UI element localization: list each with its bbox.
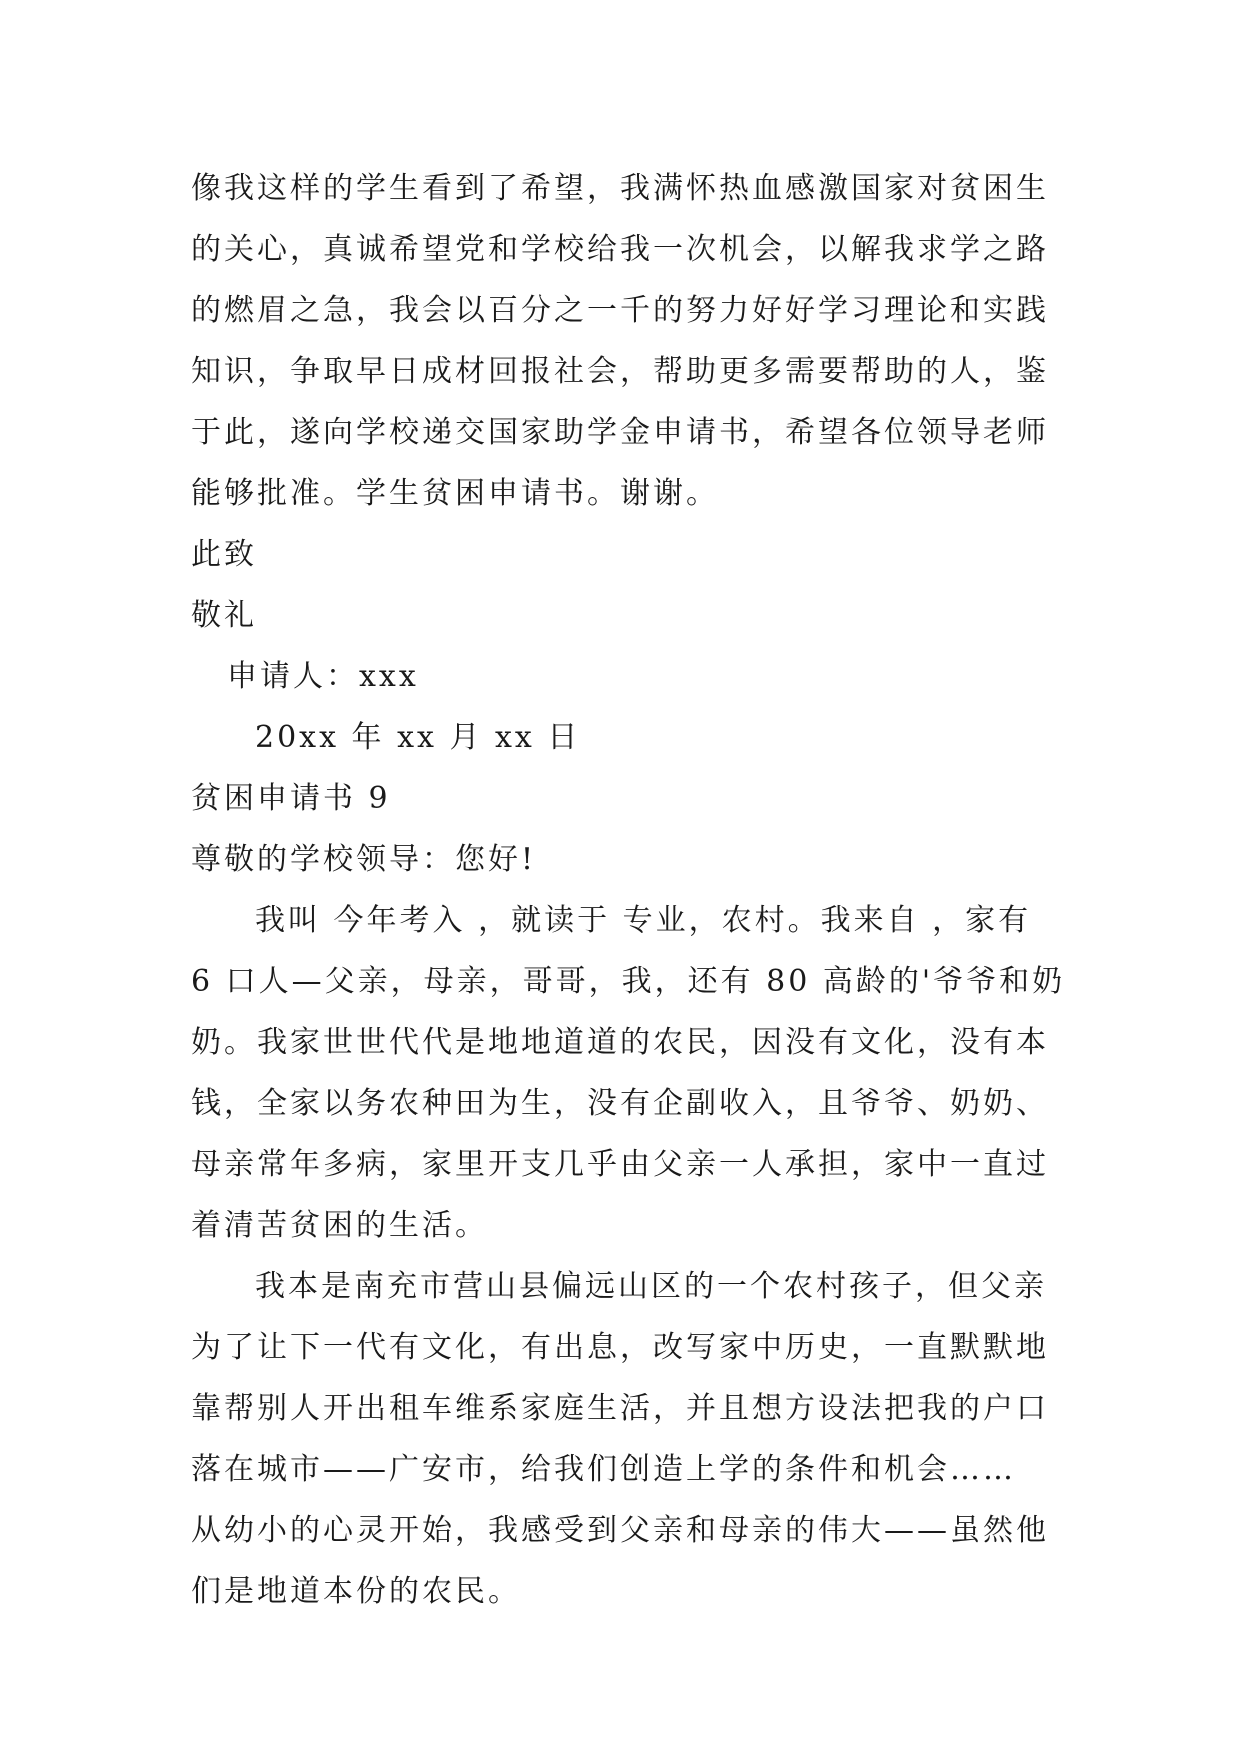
applicant-signature: 申请人：xxx bbox=[227, 659, 419, 694]
text-line: 从幼小的心灵开始，我感受到父亲和母亲的伟大——虽然他 bbox=[191, 1513, 1049, 1548]
text-line: 的关心，真诚希望党和学校给我一次机会，以解我求学之路 bbox=[191, 232, 1049, 267]
application-date: 20xx 年 xx 月 xx 日 bbox=[255, 720, 581, 755]
text-line: 们是地道本份的农民。 bbox=[191, 1574, 521, 1609]
text-line: 于此，遂向学校递交国家助学金申请书，希望各位领导老师 bbox=[191, 415, 1049, 450]
text-line: 奶。我家世世代代是地地道道的农民，因没有文化，没有本 bbox=[191, 1025, 1049, 1060]
text-line: 像我这样的学生看到了希望，我满怀热血感激国家对贫困生 bbox=[191, 171, 1049, 206]
text-line: 靠帮别人开出租车维系家庭生活，并且想方设法把我的户口 bbox=[191, 1391, 1049, 1426]
closing-ci-zhi: 此致 bbox=[191, 537, 257, 572]
section-heading: 贫困申请书 9 bbox=[191, 781, 391, 816]
paragraph-request-continuation bbox=[191, 158, 1051, 524]
text-line: 知识，争取早日成材回报社会，帮助更多需要帮助的人，鉴 bbox=[191, 354, 1049, 389]
text-line: 我本是南充市营山县偏远山区的一个农村孩子，但父亲 bbox=[255, 1269, 1047, 1304]
paragraph-family-background bbox=[191, 890, 1066, 1256]
closing-jing-li: 敬礼 bbox=[191, 598, 257, 633]
text-line: 6 口人—父亲，母亲，哥哥，我，还有 80 高龄的'爷爷和奶 bbox=[191, 964, 1066, 999]
text-line: 母亲常年多病，家里开支几乎由父亲一人承担，家中一直过 bbox=[191, 1147, 1049, 1182]
text-line: 我叫 今年考入 ，就读于 专业，农村。我来自 ，家有 bbox=[255, 903, 1032, 938]
text-line: 钱，全家以务农种田为生，没有企副收入，且爷爷、奶奶、 bbox=[191, 1086, 1049, 1121]
text-line: 能够批准。学生贫困申请书。谢谢。 bbox=[191, 476, 719, 511]
text-line: 的燃眉之急，我会以百分之一千的努力好好学习理论和实践 bbox=[191, 293, 1049, 328]
text-line: 着清苦贫困的生活。 bbox=[191, 1208, 488, 1243]
document-body bbox=[191, 158, 1066, 1622]
text-line: 落在城市——广安市，给我们创造上学的条件和机会…… bbox=[191, 1452, 1016, 1487]
salutation: 尊敬的学校领导：您好! bbox=[191, 842, 537, 877]
text-line: 为了让下一代有文化，有出息，改写家中历史，一直默默地 bbox=[191, 1330, 1049, 1365]
paragraph-father-story bbox=[191, 1256, 1051, 1622]
